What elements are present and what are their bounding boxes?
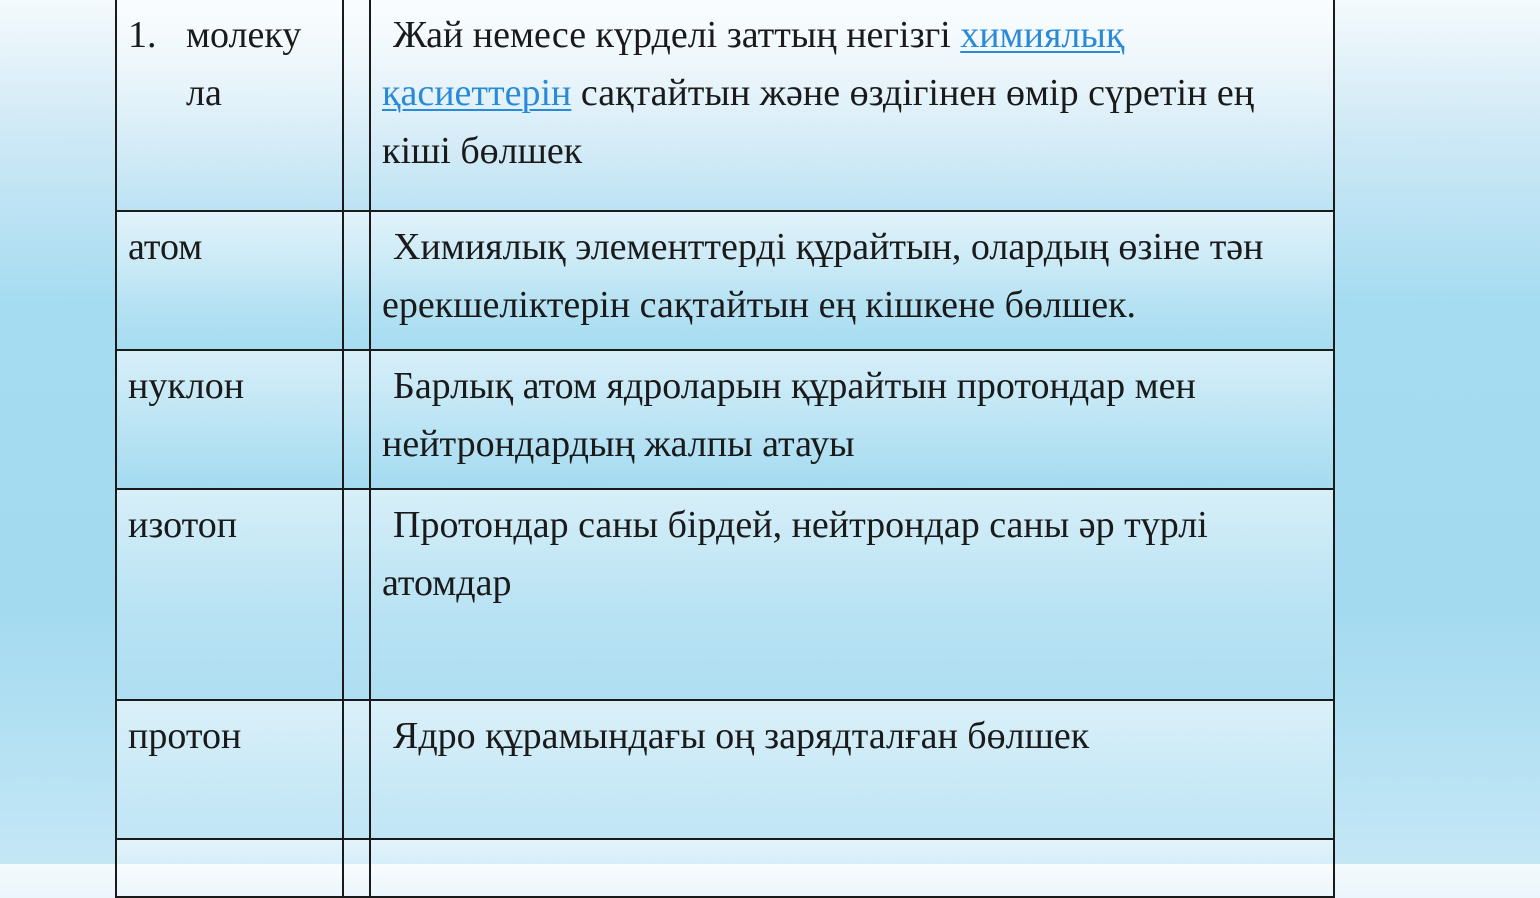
term-cell-molecule bbox=[115, 0, 344, 212]
term-text: протон bbox=[128, 715, 242, 757]
definition-cell-atom bbox=[369, 210, 1335, 351]
definition-cell-proton bbox=[369, 699, 1335, 840]
row-number: 1. bbox=[128, 14, 157, 56]
definition-cell-molecule bbox=[369, 0, 1335, 212]
term-text: изотоп bbox=[128, 504, 238, 546]
definition-text: Химиялық элементтерді құрайтын, олардың өзіне тән ерекшеліктерін сақтайтын ең кішкене бөлшек. bbox=[382, 226, 1264, 326]
term-cell-cutoff bbox=[115, 838, 344, 898]
definition-text-continued: сақтайтын және өздігінен өмір сүретін ең кіші бөлшек bbox=[382, 72, 1255, 172]
term-text: нуклон bbox=[128, 365, 245, 407]
definition-cell-nucleon bbox=[369, 349, 1335, 490]
spacer-cell bbox=[342, 488, 371, 701]
chemical-properties-link[interactable]: химиялық қасиеттерін bbox=[382, 14, 1125, 114]
definition-text: Ядро құрамындағы оң зарядталған бөлшек bbox=[393, 715, 1090, 757]
definition-cell-cutoff bbox=[369, 838, 1335, 898]
spacer-cell bbox=[342, 210, 371, 351]
spacer-cell bbox=[342, 0, 371, 212]
spacer-cell bbox=[342, 349, 371, 490]
definition-text: Протондар саны бірдей, нейтрондар саны әр түрлі атомдар bbox=[382, 504, 1208, 604]
definition-text: Барлық атом ядроларын құрайтын протондар мен нейтрондардың жалпы атауы bbox=[382, 365, 1196, 465]
term-cell-nucleon bbox=[115, 349, 344, 490]
term-cell-atom bbox=[115, 210, 344, 351]
definition-text: Жай немесе күрделі заттың негізгі bbox=[393, 14, 951, 56]
definitions-table bbox=[115, 0, 1335, 898]
term-text: молеку bbox=[186, 14, 302, 56]
term-cell-isotope bbox=[115, 488, 344, 701]
spacer-cell bbox=[342, 699, 371, 840]
term-text-continued: ла bbox=[186, 72, 222, 114]
definition-cell-isotope bbox=[369, 488, 1335, 701]
spacer-cell bbox=[342, 838, 371, 898]
term-cell-proton bbox=[115, 699, 344, 840]
term-text: атом bbox=[128, 226, 203, 268]
